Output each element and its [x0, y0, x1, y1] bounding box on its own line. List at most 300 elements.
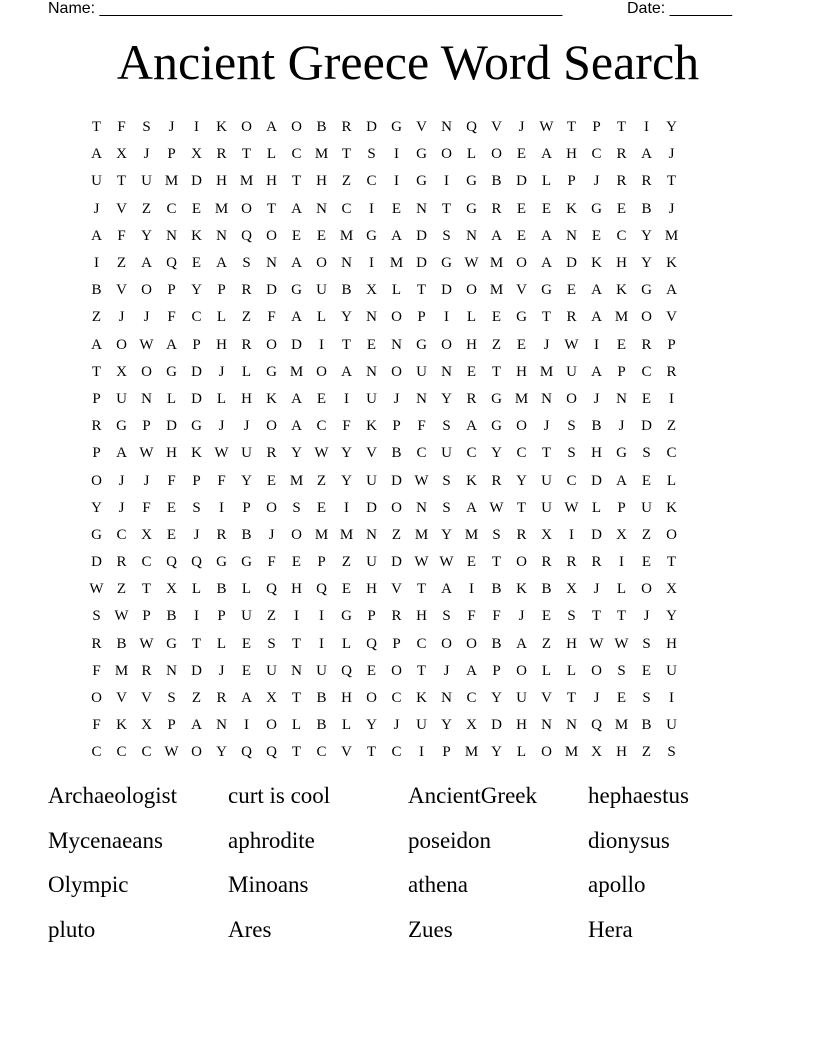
grid-cell: B — [316, 717, 327, 734]
grid-cell: B — [316, 119, 327, 136]
grid-cell: E — [366, 336, 377, 353]
grid-cell: J — [193, 526, 200, 543]
grid-cell: H — [241, 390, 252, 407]
grid-cell: Z — [241, 309, 252, 326]
grid-cell: O — [441, 336, 452, 353]
grid-cell: A — [341, 363, 352, 380]
grid-cell: J — [118, 472, 125, 489]
grid-cell: A — [141, 255, 152, 272]
word-list — [48, 780, 768, 958]
grid-cell: A — [291, 418, 302, 435]
grid-cell: A — [591, 363, 602, 380]
grid-cell: M — [314, 526, 329, 543]
grid-cell: E — [191, 200, 202, 217]
grid-cell: Z — [641, 526, 652, 543]
grid-cell: O — [666, 526, 677, 543]
grid-cell: A — [291, 309, 302, 326]
grid-cell: A — [91, 146, 102, 163]
grid-cell: J — [593, 390, 600, 407]
grid-cell: U — [441, 445, 452, 462]
grid-cell: R — [241, 282, 252, 299]
grid-cell: T — [291, 635, 302, 652]
grid-cell: P — [167, 146, 176, 163]
grid-cell: R — [566, 309, 577, 326]
grid-cell: F — [142, 499, 151, 516]
grid-cell: R — [591, 554, 602, 571]
grid-cell: O — [266, 336, 277, 353]
grid-cell: B — [341, 282, 352, 299]
grid-cell: F — [342, 418, 351, 435]
grid-cell: J — [618, 418, 625, 435]
grid-cell: T — [491, 554, 502, 571]
grid-cell: L — [291, 717, 302, 734]
grid-cell: N — [466, 227, 477, 244]
grid-cell: C — [91, 744, 102, 761]
grid-cell: X — [541, 526, 552, 543]
grid-cell: O — [266, 418, 277, 435]
grid-cell: L — [166, 390, 177, 407]
grid-cell: C — [141, 744, 152, 761]
grid-cell: Z — [341, 173, 352, 190]
grid-cell: Z — [341, 554, 352, 571]
grid-cell: Y — [641, 227, 652, 244]
grid-cell: D — [391, 472, 402, 489]
grid-cell: E — [241, 635, 252, 652]
grid-cell: N — [566, 717, 577, 734]
grid-cell: X — [666, 581, 677, 598]
grid-cell: C — [591, 146, 602, 163]
grid-cell: F — [92, 662, 101, 679]
grid-cell: P — [192, 472, 201, 489]
grid-cell: C — [116, 744, 127, 761]
grid-cell: U — [641, 499, 652, 516]
grid-cell: I — [394, 173, 399, 190]
grid-cell: Q — [266, 744, 277, 761]
grid-cell: N — [291, 662, 302, 679]
grid-cell: M — [289, 363, 304, 380]
grid-cell: N — [441, 690, 452, 707]
grid-cell: O — [491, 146, 502, 163]
grid-cell: O — [541, 744, 552, 761]
grid-cell: C — [391, 744, 402, 761]
grid-cell: N — [416, 200, 427, 217]
grid-cell: X — [591, 744, 602, 761]
grid-cell: F — [167, 472, 176, 489]
grid-cell: J — [443, 662, 450, 679]
grid-cell: L — [566, 662, 577, 679]
grid-cell: E — [641, 662, 652, 679]
grid-cell: P — [192, 336, 201, 353]
grid-cell: P — [92, 390, 101, 407]
grid-cell: U — [666, 662, 677, 679]
grid-cell: W — [414, 554, 429, 571]
grid-cell: T — [91, 363, 102, 380]
grid-cell: R — [216, 146, 227, 163]
grid-cell: U — [241, 445, 252, 462]
grid-cell: E — [241, 662, 252, 679]
grid-cell: L — [216, 635, 227, 652]
grid-cell: X — [141, 717, 152, 734]
grid-cell: I — [644, 119, 649, 136]
grid-cell: Y — [666, 119, 677, 136]
grid-cell: T — [116, 173, 127, 190]
grid-cell: J — [218, 363, 225, 380]
word-list-item: Archaeologist — [48, 783, 178, 808]
grid-cell: V — [116, 690, 127, 707]
grid-cell: T — [541, 309, 552, 326]
grid-cell: R — [641, 336, 652, 353]
grid-cell: C — [566, 472, 577, 489]
grid-cell: Q — [241, 744, 252, 761]
grid-cell: X — [566, 581, 577, 598]
word-list-item: pluto — [48, 916, 96, 942]
grid-cell: C — [391, 690, 402, 707]
grid-cell: Z — [666, 418, 677, 435]
grid-cell: E — [516, 227, 527, 244]
grid-cell: I — [194, 119, 199, 136]
grid-cell: B — [591, 418, 602, 435]
grid-cell: I — [369, 200, 374, 217]
grid-cell: O — [441, 635, 452, 652]
grid-cell: G — [166, 635, 177, 652]
grid-cell: D — [366, 499, 377, 516]
grid-cell: U — [91, 173, 102, 190]
grid-cell: Y — [441, 390, 452, 407]
grid-cell: G — [641, 282, 652, 299]
grid-cell: B — [216, 581, 227, 598]
grid-cell: L — [666, 472, 677, 489]
grid-cell: O — [391, 363, 402, 380]
grid-cell: D — [491, 717, 502, 734]
grid-cell: I — [669, 390, 674, 407]
grid-cell: R — [566, 554, 577, 571]
grid-cell: I — [369, 255, 374, 272]
grid-cell: R — [116, 554, 127, 571]
grid-cell: G — [416, 146, 427, 163]
grid-cell: E — [166, 499, 177, 516]
grid-cell: V — [141, 690, 152, 707]
grid-cell: X — [116, 363, 127, 380]
grid-cell: H — [466, 336, 477, 353]
grid-cell: J — [268, 526, 275, 543]
grid-cell: M — [314, 146, 329, 163]
grid-cell: W — [564, 499, 579, 516]
grid-cell: E — [591, 227, 602, 244]
grid-cell: S — [192, 499, 201, 516]
grid-cell: T — [491, 363, 502, 380]
grid-cell: E — [191, 255, 202, 272]
grid-cell: R — [216, 526, 227, 543]
grid-cell: C — [641, 363, 652, 380]
grid-cell: S — [142, 119, 151, 136]
grid-cell: O — [141, 282, 152, 299]
grid-cell: A — [91, 227, 102, 244]
grid-cell: B — [241, 526, 252, 543]
grid-cell: E — [641, 554, 652, 571]
grid-cell: O — [516, 662, 527, 679]
grid-cell: B — [166, 608, 177, 625]
grid-cell: L — [341, 717, 352, 734]
grid-cell: H — [216, 173, 227, 190]
grid-cell: E — [491, 309, 502, 326]
grid-cell: G — [291, 282, 302, 299]
grid-cell: P — [492, 662, 501, 679]
grid-cell: F — [117, 119, 126, 136]
grid-cell: U — [316, 282, 327, 299]
grid-cell: O — [391, 662, 402, 679]
grid-cell: G — [241, 554, 252, 571]
grid-cell: U — [541, 499, 552, 516]
grid-cell: K — [216, 119, 227, 136]
grid-cell: B — [91, 282, 102, 299]
grid-cell: N — [541, 717, 552, 734]
grid-cell: N — [366, 309, 377, 326]
grid-cell: H — [166, 445, 177, 462]
grid-cell: E — [466, 363, 477, 380]
grid-cell: L — [316, 309, 327, 326]
grid-cell: A — [541, 146, 552, 163]
grid-cell: Z — [266, 608, 277, 625]
grid-cell: M — [164, 173, 179, 190]
grid-cell: R — [491, 472, 502, 489]
grid-cell: M — [539, 363, 554, 380]
grid-cell: F — [92, 717, 101, 734]
grid-cell: P — [142, 608, 151, 625]
grid-cell: L — [341, 635, 352, 652]
grid-cell: C — [466, 445, 477, 462]
grid-cell: P — [567, 173, 576, 190]
grid-cell: Z — [391, 526, 402, 543]
grid-cell: B — [316, 690, 327, 707]
grid-cell: C — [191, 309, 202, 326]
grid-cell: R — [666, 363, 677, 380]
grid-cell: U — [366, 554, 377, 571]
grid-cell: H — [216, 336, 227, 353]
grid-cell: S — [642, 445, 651, 462]
grid-cell: D — [391, 554, 402, 571]
grid-cell: I — [619, 554, 624, 571]
grid-cell: Z — [91, 309, 102, 326]
grid-cell: N — [441, 119, 452, 136]
grid-cell: I — [219, 499, 224, 516]
grid-cell: I — [319, 336, 324, 353]
grid-cell: U — [541, 472, 552, 489]
grid-cell: U — [241, 608, 252, 625]
grid-cell: K — [116, 717, 127, 734]
grid-cell: Q — [341, 662, 352, 679]
grid-cell: A — [591, 309, 602, 326]
grid-cell: P — [217, 282, 226, 299]
grid-cell: V — [541, 690, 552, 707]
grid-cell: N — [316, 200, 327, 217]
grid-cell: J — [118, 499, 125, 516]
grid-cell: P — [92, 445, 101, 462]
grid-cell: M — [214, 200, 229, 217]
grid-cell: R — [616, 173, 627, 190]
letter-grid — [84, 114, 684, 767]
grid-cell: H — [316, 173, 327, 190]
grid-cell: I — [669, 690, 674, 707]
grid-cell: L — [216, 390, 227, 407]
grid-cell: Z — [641, 744, 652, 761]
grid-cell: C — [666, 445, 677, 462]
grid-cell: Y — [491, 690, 502, 707]
header — [48, 0, 748, 18]
grid-cell: H — [616, 744, 627, 761]
grid-cell: D — [291, 336, 302, 353]
grid-cell: U — [116, 390, 127, 407]
grid-cell: E — [541, 608, 552, 625]
grid-cell: G — [591, 200, 602, 217]
grid-cell: P — [617, 499, 626, 516]
grid-cell: U — [516, 690, 527, 707]
grid-cell: W — [89, 581, 104, 598]
grid-cell: W — [464, 255, 479, 272]
grid-cell: Y — [516, 472, 527, 489]
grid-cell: K — [516, 581, 527, 598]
grid-cell: E — [516, 146, 527, 163]
grid-cell: P — [242, 499, 251, 516]
grid-cell: Y — [491, 445, 502, 462]
grid-cell: U — [266, 662, 277, 679]
grid-cell: M — [664, 227, 679, 244]
grid-cell: J — [168, 119, 175, 136]
grid-cell: O — [241, 200, 252, 217]
grid-cell: A — [616, 472, 627, 489]
grid-cell: R — [91, 635, 102, 652]
grid-cell: G — [91, 526, 102, 543]
grid-cell: L — [241, 363, 252, 380]
grid-cell: O — [641, 309, 652, 326]
grid-cell: E — [641, 472, 652, 489]
grid-cell: J — [218, 418, 225, 435]
grid-cell: T — [566, 119, 577, 136]
grid-cell: N — [366, 526, 377, 543]
grid-cell: N — [416, 499, 427, 516]
grid-cell: Y — [341, 472, 352, 489]
grid-cell: S — [642, 690, 651, 707]
grid-cell: G — [541, 282, 552, 299]
grid-cell: T — [91, 119, 102, 136]
grid-cell: C — [516, 445, 527, 462]
grid-cell: O — [291, 526, 302, 543]
grid-cell: B — [491, 173, 502, 190]
grid-cell: X — [366, 282, 377, 299]
grid-cell: S — [442, 608, 451, 625]
grid-cell: W — [614, 635, 629, 652]
grid-cell: M — [514, 390, 529, 407]
grid-cell: X — [191, 146, 202, 163]
grid-cell: C — [366, 173, 377, 190]
grid-cell: Y — [366, 717, 377, 734]
grid-cell: Z — [491, 336, 502, 353]
grid-cell: L — [466, 309, 477, 326]
grid-cell: F — [267, 309, 276, 326]
grid-cell: L — [216, 309, 227, 326]
grid-cell: R — [341, 119, 352, 136]
grid-cell: N — [166, 662, 177, 679]
grid-cell: N — [141, 390, 152, 407]
grid-cell: S — [667, 744, 676, 761]
grid-cell: O — [316, 363, 327, 380]
grid-cell: H — [416, 608, 427, 625]
grid-cell: J — [543, 336, 550, 353]
word-list-item: apollo — [588, 872, 646, 897]
grid-cell: X — [116, 146, 127, 163]
grid-cell: S — [492, 526, 501, 543]
grid-cell: S — [442, 499, 451, 516]
grid-cell: D — [591, 526, 602, 543]
grid-cell: T — [441, 200, 452, 217]
grid-cell: T — [291, 744, 302, 761]
grid-cell: A — [491, 227, 502, 244]
grid-cell: U — [416, 717, 427, 734]
grid-cell: E — [166, 526, 177, 543]
grid-cell: J — [518, 119, 525, 136]
grid-cell: Y — [291, 445, 302, 462]
grid-cell: D — [416, 227, 427, 244]
grid-cell: V — [116, 282, 127, 299]
grid-cell: J — [593, 581, 600, 598]
grid-cell: W — [114, 608, 129, 625]
grid-cell: J — [143, 472, 150, 489]
grid-cell: L — [466, 146, 477, 163]
grid-cell: J — [118, 309, 125, 326]
grid-cell: E — [616, 690, 627, 707]
grid-cell: P — [392, 418, 401, 435]
grid-cell: E — [366, 662, 377, 679]
grid-cell: T — [616, 608, 627, 625]
grid-cell: I — [394, 146, 399, 163]
grid-cell: C — [416, 445, 427, 462]
grid-cell: I — [594, 336, 599, 353]
grid-cell: D — [191, 363, 202, 380]
grid-cell: Q — [591, 717, 602, 734]
grid-cell: W — [314, 445, 329, 462]
grid-cell: Z — [191, 690, 202, 707]
grid-cell: D — [416, 255, 427, 272]
grid-cell: B — [641, 717, 652, 734]
grid-cell: Z — [116, 255, 127, 272]
grid-cell: S — [442, 472, 451, 489]
grid-cell: R — [466, 390, 477, 407]
grid-cell: V — [516, 282, 527, 299]
grid-cell: T — [141, 581, 152, 598]
grid-cell: K — [566, 200, 577, 217]
grid-cell: V — [341, 744, 352, 761]
grid-cell: X — [166, 581, 177, 598]
grid-cell: E — [316, 227, 327, 244]
grid-cell: D — [516, 173, 527, 190]
name-field-label: Name: ____________________________________________________ — [48, 0, 563, 17]
grid-cell: I — [344, 390, 349, 407]
grid-cell: Z — [316, 472, 327, 489]
grid-cell: E — [316, 390, 327, 407]
grid-cell: W — [564, 336, 579, 353]
grid-cell: R — [141, 662, 152, 679]
grid-cell: M — [489, 282, 504, 299]
grid-cell: B — [641, 200, 652, 217]
word-list-item: Zues — [408, 916, 453, 942]
grid-cell: T — [416, 282, 427, 299]
grid-cell: O — [266, 499, 277, 516]
grid-cell: J — [643, 608, 650, 625]
grid-cell: T — [291, 690, 302, 707]
grid-cell: E — [516, 336, 527, 353]
grid-cell: F — [267, 554, 276, 571]
grid-cell: S — [567, 418, 576, 435]
grid-cell: A — [466, 662, 477, 679]
